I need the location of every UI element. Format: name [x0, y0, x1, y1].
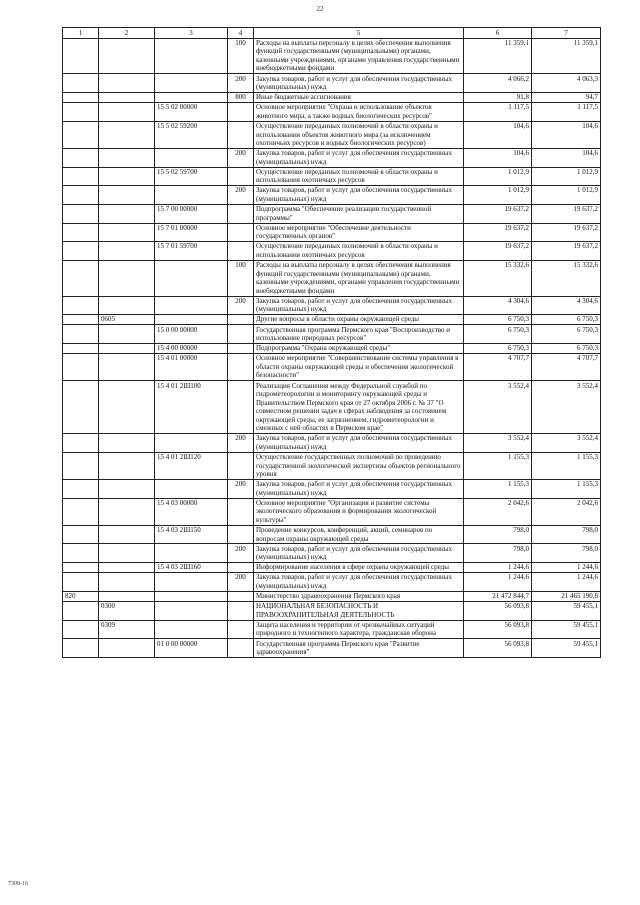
table-row — [63, 103, 601, 122]
table-row — [63, 601, 601, 620]
ministry-code-cell — [63, 498, 99, 525]
target-article-cell: 01 0 00 00000 — [155, 639, 228, 658]
ministry-code-cell — [63, 525, 99, 544]
ministry-code-cell — [63, 148, 99, 167]
table-row — [63, 525, 601, 544]
expense-type-cell — [228, 498, 254, 525]
ministry-code-cell — [63, 38, 99, 74]
target-article-cell — [155, 186, 228, 205]
description-cell: Закупка товаров, работ и услуг для обеспечения государственных (муниципальных) нужд — [254, 148, 464, 167]
section-code-cell — [99, 121, 155, 148]
target-article-cell — [155, 601, 228, 620]
description-cell: Проведение конкурсов, конференций, акций, семинаров по вопросам охраны окружающей среды — [254, 525, 464, 544]
ministry-code-cell — [63, 639, 99, 658]
ministry-code-cell — [63, 92, 99, 102]
section-code-cell — [99, 343, 155, 353]
amount-year1-cell: 3 552,4 — [464, 434, 532, 453]
expense-type-cell — [228, 103, 254, 122]
amount-year2-cell: 104,6 — [532, 148, 601, 167]
amount-year1-cell: 104,6 — [464, 148, 532, 167]
table-row — [63, 620, 601, 639]
footer-code: 7308-16 — [8, 881, 28, 887]
expense-type-cell: 200 — [228, 434, 254, 453]
section-code-cell — [99, 260, 155, 296]
target-article-cell: 15 4 03 2Ш150 — [155, 525, 228, 544]
target-article-cell: 15 4 01 00000 — [155, 354, 228, 381]
description-cell: НАЦИОНАЛЬНАЯ БЕЗОПАСНОСТЬ И ПРАВООХРАНИТЕЛЬНАЯ ДЕЯТЕЛЬНОСТЬ — [254, 601, 464, 620]
amount-year1-cell: 1 244,6 — [464, 563, 532, 573]
target-article-cell: 15 5 02 59700 — [155, 167, 228, 186]
ministry-code-cell — [63, 434, 99, 453]
table-row — [63, 452, 601, 479]
ministry-code-cell — [63, 620, 99, 639]
description-cell: Другие вопросы в области охраны окружающей среды — [254, 315, 464, 325]
amount-year2-cell: 4 707,7 — [532, 354, 601, 381]
expense-type-cell — [228, 591, 254, 601]
ministry-code-cell — [63, 186, 99, 205]
amount-year1-cell: 6 750,3 — [464, 343, 532, 353]
description-cell: Реализация Соглашения между Федеральной службой по гидрометеорологии и мониторингу окружающей среды и Правительством Пермского края от 27 октября 2006 г. № 37 "О совместном решении задач в сферах наблюдения за состоянием окружающей среды, ее загрязнением, гидрометеорологии и смежных с ней областях в Пермском крае" — [254, 381, 464, 434]
ministry-code-cell — [63, 354, 99, 381]
amount-year2-cell: 4 304,6 — [532, 296, 601, 315]
table-row — [63, 544, 601, 563]
table-row — [63, 242, 601, 261]
amount-year2-cell: 21 465 190,8 — [532, 591, 601, 601]
ministry-code-cell — [63, 325, 99, 344]
amount-year1-cell: 56 093,8 — [464, 639, 532, 658]
amount-year2-cell: 19 637,2 — [532, 242, 601, 261]
section-code-cell — [99, 434, 155, 453]
expense-type-cell — [228, 639, 254, 658]
amount-year1-cell: 104,6 — [464, 121, 532, 148]
amount-year2-cell: 6 750,3 — [532, 343, 601, 353]
budget-table — [62, 27, 601, 658]
table-body — [63, 38, 601, 657]
section-code-cell — [99, 325, 155, 344]
amount-year1-cell: 3 552,4 — [464, 381, 532, 434]
expense-type-cell — [228, 452, 254, 479]
amount-year1-cell: 6 750,3 — [464, 325, 532, 344]
target-article-cell — [155, 38, 228, 74]
section-code-cell — [99, 639, 155, 658]
target-article-cell — [155, 544, 228, 563]
amount-year2-cell: 1 244,6 — [532, 573, 601, 592]
table-row — [63, 296, 601, 315]
target-article-cell — [155, 148, 228, 167]
target-article-cell: 15 0 00 00000 — [155, 325, 228, 344]
amount-year2-cell: 6 750,3 — [532, 325, 601, 344]
table-row — [63, 573, 601, 592]
amount-year1-cell: 1 012,9 — [464, 186, 532, 205]
section-code-cell — [99, 74, 155, 93]
section-code-cell — [99, 167, 155, 186]
section-code-cell: 0309 — [99, 620, 155, 639]
description-cell: Закупка товаров, работ и услуг для обеспечения государственных (муниципальных) нужд — [254, 434, 464, 453]
expense-type-cell — [228, 601, 254, 620]
target-article-cell — [155, 479, 228, 498]
column-header: 4 — [228, 28, 254, 39]
amount-year2-cell: 1 012,9 — [532, 167, 601, 186]
section-code-cell — [99, 544, 155, 563]
target-article-cell — [155, 315, 228, 325]
amount-year2-cell: 94,7 — [532, 92, 601, 102]
target-article-cell: 15 7 01 00000 — [155, 223, 228, 242]
section-code-cell — [99, 92, 155, 102]
expense-type-cell — [228, 242, 254, 261]
description-cell: Закупка товаров, работ и услуг для обеспечения государственных (муниципальных) нужд — [254, 74, 464, 93]
table-row — [63, 354, 601, 381]
target-article-cell — [155, 573, 228, 592]
amount-year1-cell: 11 359,1 — [464, 38, 532, 74]
section-code-cell — [99, 573, 155, 592]
column-header: 2 — [99, 28, 155, 39]
target-article-cell: 15 4 03 2Ш160 — [155, 563, 228, 573]
table-row — [63, 148, 601, 167]
amount-year1-cell: 56 093,8 — [464, 601, 532, 620]
column-header: 5 — [254, 28, 464, 39]
expense-type-cell: 200 — [228, 186, 254, 205]
description-cell: Государственная программа Пермского края "Развитие здравоохранения" — [254, 639, 464, 658]
expense-type-cell — [228, 354, 254, 381]
expense-type-cell: 100 — [228, 260, 254, 296]
description-cell: Информирование населения в сфере охраны окружающей среды — [254, 563, 464, 573]
amount-year1-cell: 2 042,6 — [464, 498, 532, 525]
amount-year2-cell: 1 155,3 — [532, 479, 601, 498]
section-code-cell — [99, 242, 155, 261]
table-row — [63, 167, 601, 186]
amount-year1-cell: 1 012,9 — [464, 167, 532, 186]
description-cell: Закупка товаров, работ и услуг для обеспечения государственных (муниципальных) нужд — [254, 544, 464, 563]
amount-year1-cell: 21 472 844,7 — [464, 591, 532, 601]
column-header: 6 — [464, 28, 532, 39]
amount-year1-cell: 19 637,2 — [464, 204, 532, 223]
description-cell: Подпрограмма "Охрана окружающей среды" — [254, 343, 464, 353]
amount-year2-cell: 15 332,6 — [532, 260, 601, 296]
description-cell: Основное мероприятие "Обеспечение деятельности государственных органов" — [254, 223, 464, 242]
target-article-cell: 15 4 03 00000 — [155, 498, 228, 525]
table-row — [63, 315, 601, 325]
ministry-code-cell — [63, 242, 99, 261]
expense-type-cell — [228, 167, 254, 186]
description-cell: Закупка товаров, работ и услуг для обеспечения государственных (муниципальных) нужд — [254, 186, 464, 205]
target-article-cell: 15 5 02 59200 — [155, 121, 228, 148]
ministry-code-cell — [63, 260, 99, 296]
amount-year1-cell: 1 155,3 — [464, 479, 532, 498]
expense-type-cell — [228, 343, 254, 353]
table-header-row — [63, 28, 601, 39]
amount-year2-cell: 798,0 — [532, 525, 601, 544]
amount-year1-cell: 4 304,6 — [464, 296, 532, 315]
target-article-cell: 15 5 02 00000 — [155, 103, 228, 122]
description-cell: Государственная программа Пермского края "Воспроизводство и использование природных ресурсов" — [254, 325, 464, 344]
description-cell: Осуществление переданных полномочий в области охраны и использования охотничьих ресурсов — [254, 242, 464, 261]
section-code-cell — [99, 498, 155, 525]
description-cell: Подпрограмма "Обеспечение реализации государственной программы" — [254, 204, 464, 223]
description-cell: Расходы на выплаты персоналу в целях обеспечения выполнения функций государственными (муниципальными) органами, казенными учреждениями, органами управления государственными внебюджетными фондами — [254, 38, 464, 74]
amount-year1-cell: 4 066,2 — [464, 74, 532, 93]
amount-year2-cell: 1 012,9 — [532, 186, 601, 205]
table-row — [63, 38, 601, 74]
amount-year1-cell: 798,0 — [464, 544, 532, 563]
amount-year2-cell: 19 637,2 — [532, 223, 601, 242]
amount-year2-cell: 1 155,3 — [532, 452, 601, 479]
expense-type-cell — [228, 204, 254, 223]
description-cell: Закупка товаров, работ и услуг для обеспечения государственных (муниципальных) нужд — [254, 296, 464, 315]
amount-year1-cell: 798,0 — [464, 525, 532, 544]
expense-type-cell — [228, 563, 254, 573]
description-cell: Расходы на выплаты персоналу в целях обеспечения выполнения функций государственными (муниципальными) органами, казенными учреждениями, органами управления государственными внебюджетными фондами — [254, 260, 464, 296]
target-article-cell: 15 4 01 2Ш100 — [155, 381, 228, 434]
ministry-code-cell — [63, 315, 99, 325]
description-cell: Иные бюджетные ассигнования — [254, 92, 464, 102]
ministry-code-cell — [63, 204, 99, 223]
ministry-code-cell — [63, 167, 99, 186]
amount-year1-cell: 1 117,5 — [464, 103, 532, 122]
section-code-cell — [99, 103, 155, 122]
section-code-cell — [99, 354, 155, 381]
ministry-code-cell — [63, 343, 99, 353]
target-article-cell — [155, 296, 228, 315]
table-row — [63, 204, 601, 223]
column-header: 7 — [532, 28, 601, 39]
amount-year2-cell: 59 455,1 — [532, 639, 601, 658]
amount-year1-cell: 19 637,2 — [464, 242, 532, 261]
ministry-code-cell — [63, 121, 99, 148]
ministry-code-cell — [63, 296, 99, 315]
section-code-cell — [99, 204, 155, 223]
expense-type-cell — [228, 620, 254, 639]
section-code-cell — [99, 591, 155, 601]
section-code-cell — [99, 525, 155, 544]
table-row — [63, 498, 601, 525]
amount-year2-cell: 4 063,3 — [532, 74, 601, 93]
table-row — [63, 591, 601, 601]
description-cell: Основное мероприятие "Совершенствование системы управления в области охраны окружающей среды и обеспечения экологической безопасности" — [254, 354, 464, 381]
amount-year2-cell: 2 042,6 — [532, 498, 601, 525]
amount-year1-cell: 56 093,8 — [464, 620, 532, 639]
target-article-cell: 15 4 00 00000 — [155, 343, 228, 353]
column-header: 1 — [63, 28, 99, 39]
amount-year2-cell: 59 455,1 — [532, 620, 601, 639]
ministry-code-cell — [63, 452, 99, 479]
table-row — [63, 639, 601, 658]
description-cell: Защита населения и территории от чрезвычайных ситуаций природного и техногенного характера, гражданская оборона — [254, 620, 464, 639]
expense-type-cell: 800 — [228, 92, 254, 102]
table-row — [63, 434, 601, 453]
expense-type-cell — [228, 121, 254, 148]
table-row — [63, 92, 601, 102]
ministry-code-cell — [63, 601, 99, 620]
section-code-cell — [99, 479, 155, 498]
table-row — [63, 121, 601, 148]
expense-type-cell: 200 — [228, 573, 254, 592]
table-row — [63, 563, 601, 573]
amount-year2-cell: 104,6 — [532, 121, 601, 148]
amount-year2-cell: 11 359,1 — [532, 38, 601, 74]
amount-year1-cell: 1 244,6 — [464, 573, 532, 592]
target-article-cell — [155, 92, 228, 102]
expense-type-cell: 200 — [228, 296, 254, 315]
expense-type-cell: 200 — [228, 74, 254, 93]
amount-year2-cell: 59 455,1 — [532, 601, 601, 620]
amount-year2-cell: 1 117,5 — [532, 103, 601, 122]
expense-type-cell: 100 — [228, 38, 254, 74]
amount-year2-cell: 6 750,3 — [532, 315, 601, 325]
section-code-cell — [99, 563, 155, 573]
ministry-code-cell — [63, 223, 99, 242]
ministry-code-cell — [63, 573, 99, 592]
ministry-code-cell — [63, 74, 99, 93]
ministry-code-cell — [63, 103, 99, 122]
column-header: 3 — [155, 28, 228, 39]
amount-year1-cell: 19 637,2 — [464, 223, 532, 242]
table-row — [63, 325, 601, 344]
table-row — [63, 479, 601, 498]
target-article-cell — [155, 620, 228, 639]
amount-year2-cell: 3 552,4 — [532, 434, 601, 453]
target-article-cell: 15 7 01 59700 — [155, 242, 228, 261]
expense-type-cell — [228, 325, 254, 344]
expense-type-cell — [228, 315, 254, 325]
amount-year2-cell: 19 637,2 — [532, 204, 601, 223]
description-cell: Осуществление переданных полномочий в области охраны и использования охотничьих ресурсов — [254, 167, 464, 186]
table-row — [63, 186, 601, 205]
table-row — [63, 381, 601, 434]
expense-type-cell: 200 — [228, 148, 254, 167]
amount-year2-cell: 1 244,6 — [532, 563, 601, 573]
section-code-cell: 0300 — [99, 601, 155, 620]
expense-type-cell — [228, 223, 254, 242]
section-code-cell — [99, 186, 155, 205]
section-code-cell: 0605 — [99, 315, 155, 325]
ministry-code-cell — [63, 479, 99, 498]
expense-type-cell: 200 — [228, 544, 254, 563]
ministry-code-cell — [63, 563, 99, 573]
target-article-cell: 15 7 00 00000 — [155, 204, 228, 223]
target-article-cell — [155, 591, 228, 601]
amount-year2-cell: 3 552,4 — [532, 381, 601, 434]
section-code-cell — [99, 223, 155, 242]
description-cell: Закупка товаров, работ и услуг для обеспечения государственных (муниципальных) нужд — [254, 479, 464, 498]
expense-type-cell — [228, 381, 254, 434]
ministry-code-cell — [63, 381, 99, 434]
ministry-code-cell: 820 — [63, 591, 99, 601]
description-cell: Основное мероприятие "Охрана и использование объектов животного мира, а также водных биологических ресурсов" — [254, 103, 464, 122]
target-article-cell — [155, 260, 228, 296]
description-cell: Министерство здравоохранения Пермского края — [254, 591, 464, 601]
section-code-cell — [99, 452, 155, 479]
section-code-cell — [99, 148, 155, 167]
section-code-cell — [99, 38, 155, 74]
amount-year2-cell: 798,0 — [532, 544, 601, 563]
table-row — [63, 260, 601, 296]
target-article-cell: 15 4 01 2Ш120 — [155, 452, 228, 479]
description-cell: Осуществление переданных полномочий в области охраны и использования объектов животного мира (за исключением охотничьих ресурсов и водных биологических ресурсов) — [254, 121, 464, 148]
amount-year1-cell: 15 332,6 — [464, 260, 532, 296]
target-article-cell — [155, 434, 228, 453]
description-cell: Основное мероприятие "Организация и развитие системы экологического образования и формирования экологической культуры" — [254, 498, 464, 525]
amount-year1-cell: 4 707,7 — [464, 354, 532, 381]
table-row — [63, 74, 601, 93]
section-code-cell — [99, 296, 155, 315]
amount-year1-cell: 91,8 — [464, 92, 532, 102]
description-cell: Осуществление государственных полномочий по проведению государственной экологической экспертизы объектов регионального уровня — [254, 452, 464, 479]
target-article-cell — [155, 74, 228, 93]
ministry-code-cell — [63, 544, 99, 563]
table-row — [63, 343, 601, 353]
page-number: 22 — [316, 5, 324, 13]
table-row — [63, 223, 601, 242]
expense-type-cell — [228, 525, 254, 544]
section-code-cell — [99, 381, 155, 434]
expense-type-cell: 200 — [228, 479, 254, 498]
description-cell: Закупка товаров, работ и услуг для обеспечения государственных (муниципальных) нужд — [254, 573, 464, 592]
amount-year1-cell: 1 155,3 — [464, 452, 532, 479]
amount-year1-cell: 6 750,3 — [464, 315, 532, 325]
